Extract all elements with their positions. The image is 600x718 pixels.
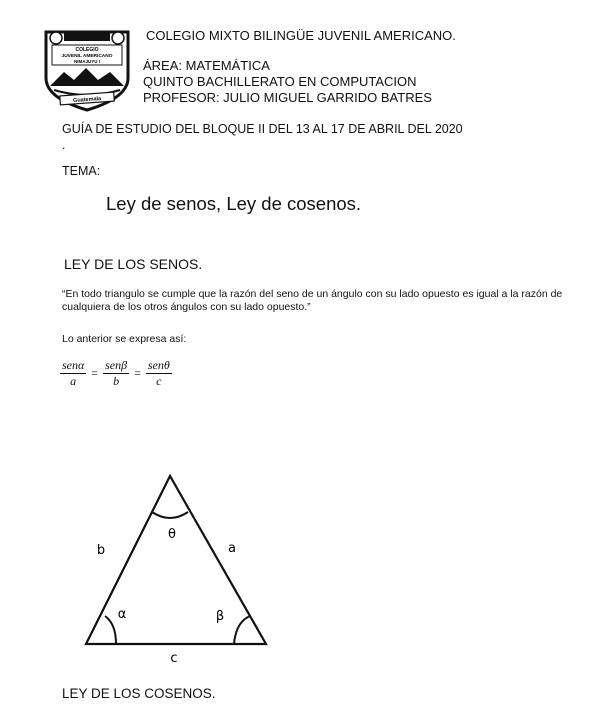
side-label-b: b (96, 543, 106, 558)
angle-arc-right (234, 616, 250, 644)
fraction-numerator: senθ (147, 358, 170, 372)
crest-line1: COLEGIO (75, 47, 99, 53)
fraction-numerator: senβ (105, 358, 128, 372)
tema-label: TEMA: (62, 164, 101, 178)
angle-arc-left (105, 616, 116, 644)
equals-sign: = (91, 366, 99, 380)
side-label-a: a (228, 541, 236, 556)
fraction-beta (103, 358, 129, 389)
angle-label-alpha: α (117, 607, 127, 622)
guide-title: GUÍA DE ESTUDIO DEL BLOQUE II DEL 13 AL 17 DE ABRIL DEL 2020 (62, 122, 463, 136)
law-of-sines-formula (60, 358, 172, 389)
guide-dot: . (62, 138, 66, 152)
grade-level: QUINTO BACHILLERATO EN COMPUTACION (143, 74, 417, 89)
triangle-outline (86, 476, 266, 644)
crest-banner: Guatemala (72, 96, 102, 104)
teacher-name: PROFESOR: JULIO MIGUEL GARRIDO BATRES (143, 90, 432, 105)
section-title-law-of-sines: LEY DE LOS SENOS. (64, 256, 203, 272)
crest-line3: NIMAJUYU I (73, 59, 101, 64)
subject-area: ÁREA: MATEMÁTICA (143, 58, 270, 73)
fraction-denominator: c (156, 374, 162, 388)
fraction-alpha (60, 358, 86, 389)
angle-label-theta: θ (168, 527, 176, 542)
expression-intro: Lo anterior se expresa así: (62, 333, 187, 345)
topic-title: Ley de senos, Ley de cosenos. (106, 193, 362, 214)
triangle-diagram (70, 470, 280, 670)
fraction-denominator: a (70, 374, 77, 388)
side-label-c: c (170, 651, 178, 666)
law-of-sines-quote: “En todo triangulo se cumple que la razón del seno de un ángulo con su lado opuesto es igual a la razón de cualquiera de los otros ángulos con su lado opuesto.” (62, 288, 563, 313)
fraction-theta (146, 358, 172, 389)
angle-label-beta: β (215, 609, 225, 624)
fraction-denominator: b (113, 374, 120, 388)
school-crest-logo (40, 28, 134, 112)
angle-arc-top (152, 512, 188, 518)
fraction-numerator: senα (62, 358, 85, 372)
equals-sign: = (134, 366, 141, 380)
crest-line2: JUVENIL AMERICANO (61, 54, 113, 59)
school-name: COLEGIO MIXTO BILINGÜE JUVENIL AMERICANO. (146, 28, 456, 43)
section-title-law-of-cosines: LEY DE LOS COSENOS. (62, 686, 216, 701)
